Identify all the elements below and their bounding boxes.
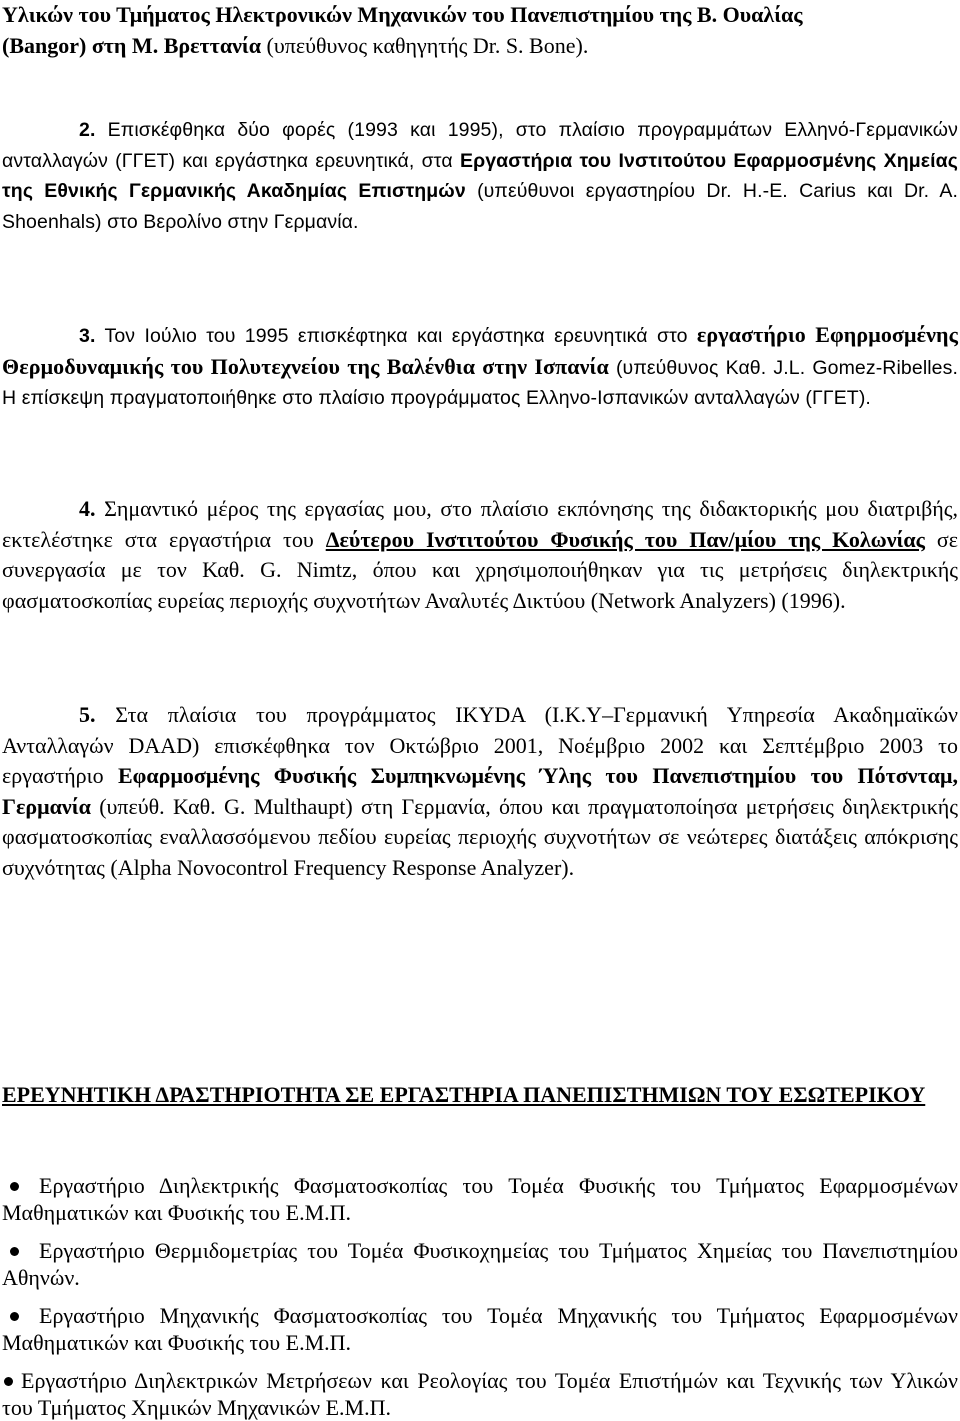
bullet-icon [10, 1182, 19, 1191]
item-2-text-a: Επισκέφθηκα δύο φορές (1993 και 1995), στο πλαίσιο προγραμμάτων Ελληνό-Γερμανικών ανταλλαγών (ΓΓΕΤ) και εργάστηκα ερευνητικά, στα [2, 119, 958, 172]
intro-line-2-bold: (Bangor) στη Μ. Βρεττανία [2, 32, 262, 58]
item-2-number: 2. [79, 119, 96, 141]
item-3-text-a: Τον Ιούλιο του 1995 επισκέφτηκα και εργάστηκα ερευνητικά στο [104, 325, 688, 347]
labs-list [2, 1172, 958, 1421]
lab-item [2, 1237, 958, 1291]
lab-item [2, 1302, 958, 1356]
lab-item [2, 1367, 958, 1421]
item-5-text-b: (υπεύθ. Καθ. G. Multhaupt) στη Γερμανία, όπου και πραγματοποίησα μετρήσεις διηλεκτρικής φασματοσκοπίας εναλλασσόμενου πεδίου ευρείας περιοχής συχνοτήτων σε νεώτερες διατάξεις απόκρισης συχνότητας (Alpha Novocontrol Frequency Response Analyzer). [2, 793, 958, 880]
item-2-paragraph [2, 115, 958, 237]
lab-item-text: Εργαστήριο Διηλεκτρικής Φασματοσκοπίας του Τομέα Φυσικής του Τμήματος Εφαρμοσμένων Μαθηματικών και Φυσικής του Ε.Μ.Π. [2, 1173, 958, 1225]
lab-item-text: Εργαστήριο Θερμιδομετρίας του Τομέα Φυσικοχημείας του Τμήματος Χημείας του Πανεπιστημίου Αθηνών. [2, 1238, 958, 1290]
lab-item-text: Εργαστήριο Μηχανικής Φασματοσκοπίας του Τομέα Μηχανικής του Τμήματος Εφαρμοσμένων Μαθηματικών και Φυσικής του Ε.Μ.Π. [2, 1303, 958, 1355]
item-3-paragraph [2, 320, 958, 414]
lab-item [2, 1172, 958, 1226]
section-heading: ΕΡΕΥΝΗΤΙΚΗ ΔΡΑΣΤΗΡΙΟΤΗΤΑ ΣΕ ΕΡΓΑΣΤΗΡΙΑ ΠΑΝΕΠΙΣΤΗΜΙΩΝ ΤΟΥ ΕΣΩΤΕΡΙΚΟΥ [2, 1082, 926, 1107]
item-4-paragraph [2, 494, 958, 616]
intro-line-2: (υπεύθυνος καθηγητής Dr. S. Bone). [266, 32, 589, 58]
item-5-text-a2: Γερμανική Υπηρεσία Ακαδημαϊκών Ανταλλαγών DAAD) επισκέφθηκα τον Οκτώβριο 2001, Νοέμβριο 2002 και Σεπτέμβριο 2003 το εργαστήριο [2, 702, 959, 788]
item-2-bold: Εργαστήρια του Ινστιτούτου Εφαρμοσμένης Χημείας της Εθνικής Γερμανικής Ακαδημίας Επιστημών [2, 149, 958, 202]
item-3-bold-b: Εφηρμοσμένης Θερμοδυναμικής του Πολυτεχνείου της Βαλένθια στην Ισπανία [2, 322, 958, 379]
item-4-bold: Δεύτερου Ινστιτούτου Φυσικής του Παν/μίου της Κολωνίας [325, 526, 925, 552]
intro-line-1: Υλικών του Τμήματος Ηλεκτρονικών Μηχανικών του Πανεπιστημίου της Β. Ουαλίας [2, 2, 803, 27]
item-3-number: 3. [79, 325, 96, 347]
item-5-number: 5. [79, 702, 96, 727]
intro-paragraph [2, 0, 958, 61]
bullet-icon [4, 1377, 13, 1386]
item-5-text-a: Στα πλαίσια του προγράμματος IKYDA (Ι.Κ.Υ [115, 702, 603, 727]
bullet-icon [10, 1247, 19, 1256]
item-4-text-b: σε συνεργασία με τον Καθ. G. Nimtz, όπου και χρησιμοποιήθηκαν για τις μετρήσεις διηλεκτρικής φασματοσκοπίας ευρείας περιοχής συχνοτήτων Αναλυτές Δικτύου (Network Analyzers) (1996). [2, 526, 958, 613]
lab-item-text: Εργαστήριο Διηλεκτρικών Μετρήσεων και Ρεολογίας του Τομέα Επιστήμών και Τεχνικής των Υλικών του Τμήματος Χημικών Μηχανικών Ε.Μ.Π. [2, 1368, 958, 1420]
item-4-number: 4. [79, 496, 96, 521]
item-5-bold: Εφαρμοσμένης Φυσικής Συμπηκνωμένης Ύλης του Πανεπιστημίου του Πότσνταμ, Γερμανία [2, 763, 958, 819]
item-5-paragraph: 5. Στα πλαίσια του προγράμματος IKYDA (Ι.Κ.Υ–Γερμανική Υπηρεσία Ακαδημαϊκών Ανταλλαγών DAAD) επισκέφθηκα τον Οκτώβριο 2001, Νοέμβριο 2002 και Σεπτέμβριο 2003 το εργαστήριο Εφαρμοσμένης Φυσικής Συμπηκνωμένης Ύλης του Πανεπιστημίου του Πότσνταμ, Γερμανία (υπεύθ. Καθ. G. Multhaupt) στη Γερμανία, όπου και πραγματοποίησα μετρήσεις διηλεκτρικής φασματοσκοπίας εναλλασσόμενου πεδίου ευρείας περιοχής συχνοτήτων σε νεώτερες διατάξεις απόκρισης συχνότητας (Alpha Novocontrol Frequency Response Analyzer). [2, 702, 959, 880]
item-4-text-a: Σημαντικό μέρος της εργασίας μου, στο πλαίσιο εκπόνησης της διδακτορικής μου διατριβής, εκτελέστηκε στα εργαστήρια του [2, 496, 958, 552]
item-2-text-b: (υπεύθυνοι εργαστηρίου Dr. H.-E. Carius και Dr. A. Shoenhals) στο Βερολίνο στην Γερμανία. [2, 180, 958, 233]
item-3-bold-a: εργαστήριο [696, 322, 806, 347]
bullet-icon [10, 1312, 19, 1321]
item-3-text-c: Η επίσκεψη πραγματοποιήθηκε στο πλαίσιο προγράμματος Ελληνο-Ισπανικών ανταλλαγών (ΓΓΕΤ). [2, 387, 871, 409]
item-3-text-b: (υπεύθυνος Καθ. J.L. Gomez-Ribelles. [615, 356, 958, 379]
